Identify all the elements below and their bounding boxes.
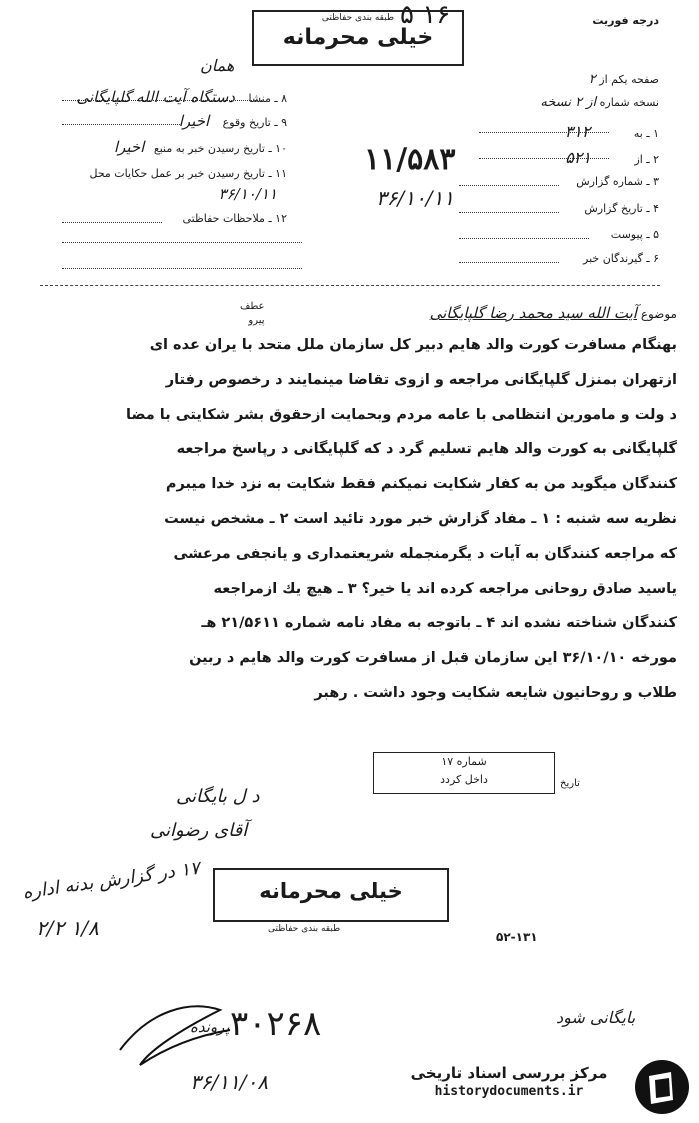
to-line (479, 132, 609, 133)
classification-stamp-bottom (213, 868, 449, 922)
archive-hand-prefix: بایگانی شود (556, 1008, 636, 1027)
header-divider (40, 285, 660, 286)
attachment-line (459, 238, 589, 239)
occurrence-line (62, 124, 182, 125)
report-date-field: ۴ ـ تاریخ گزارش (584, 202, 659, 215)
recipients-field: ۶ ـ گیرندگان خبر (583, 252, 659, 265)
blank-line-2 (62, 268, 302, 269)
hand-note-archive: د ل بایگانی (176, 786, 260, 807)
footer-org-name: مرکز بررسی اسناد تاریخی (410, 1064, 608, 1082)
body-line: یاسید صادق روحانی مراجعه کرده اند یا خیر؟ ۳ ـ هیچ یك ازمراجعه (213, 580, 677, 597)
subject-ref: عطف پیرو (240, 301, 265, 326)
body-line: طلاب و روحانیون شایعه شکایت وجود داشت . رهبر (314, 684, 677, 701)
protection-line (62, 222, 162, 223)
report-number-field: ۳ ـ شماره گزارش (576, 175, 659, 188)
classification-caption: طبقه بندی حفاظتی (321, 13, 395, 23)
to-field: ۱ ـ به ۳۱۲ (564, 122, 659, 141)
body-line: مورخه ۳۶/۱۰/۱۰ این سازمان قبل از مسافرت کورت والد هایم د ربین (189, 650, 677, 667)
local-date-field: ۱۱ ـ تاریخ رسیدن خبر بر عمل حکایات محل ۳۶/۱۰/۱۱ (89, 167, 287, 203)
body-line: کنندگان شناخته نشده اند ۴ ـ باتوجه به مفاد نامه شماره ۲۱/۵۶۱۱ هـ (201, 615, 677, 632)
received-date-label: تاریخ (560, 778, 580, 789)
footer-branding (389, 1064, 629, 1099)
signature-scribble (110, 990, 240, 1080)
body-line: بهنگام مسافرت کورت والد هایم دبیر کل سازمان ملل متحد با یران عده ای (149, 337, 677, 353)
degree-label: درجه فوریت (592, 14, 659, 27)
hand-note-name: آقای رضوانی (150, 820, 248, 841)
report-number-hand: ۱۱/۵۸۳ (364, 142, 456, 177)
archive-logo-icon (635, 1060, 689, 1114)
form-code: ۵۲-۱۳۱ (496, 930, 538, 944)
origin-field: ۸ ـ منشا دستگاه آیت الله گلپایگانی (76, 88, 287, 106)
report-date-line (459, 212, 559, 213)
attachment-field: ۵ ـ پیوست (610, 228, 659, 241)
archive-number: ۳۰۲۶۸ (230, 1004, 322, 1044)
body-line: که مراجعه کنندگان به آیات د یگرمنجمله شریعتمداری و یانجفی مرعشی (173, 545, 677, 562)
body-text (17, 328, 677, 711)
handwritten-top-note: همان (200, 56, 235, 75)
classification-stamp-top (252, 10, 464, 66)
classification-text-bottom: خیلی محرمانه (259, 879, 403, 903)
source-date-field: ۱۰ ـ تاریخ رسیدن خبر به منبع اخیرا (113, 138, 287, 156)
body-line: کنندگان میگوید من به کفار شکایت نمیکنم فقط شکایت به نزد خدا میبرم (165, 476, 677, 493)
recipients-line (459, 262, 559, 263)
classification-caption-bottom: طبقه بندی حفاظتی (268, 924, 341, 934)
body-line: گلپایگانی به کورت والد هایم تسلیم گرد د که گلپایگانی د رپاسخ مراجعه (176, 441, 677, 458)
body-line: د ولت و مامورین انتظامی با عامه مردم وبحمایت ازحقوق بشر شکایتی با مضا (126, 406, 677, 423)
occurrence-date-field: ۹ ـ تاریخ وقوع اخیرا (178, 112, 287, 130)
from-field: ۲ ـ از ۵۲۱ (565, 148, 659, 167)
from-line (479, 158, 609, 159)
report-number-line (459, 185, 559, 186)
archive-date-hand: ۳۶/۱۱/۰۸ (190, 1070, 268, 1094)
subject-line (430, 304, 677, 322)
hand-note-report: ۱۷ در گزارش بدنه اداره (21, 857, 201, 904)
archive-hand-mid: پرونده (190, 1018, 230, 1036)
protection-notes-field: ۱۲ ـ ملاحظات حفاظتی (182, 212, 287, 225)
page-field: صفحه یکم از ۲ (588, 72, 659, 87)
received-stamp-box: شماره ۱۷ داخل کردد (373, 752, 555, 794)
classification-text: خیلی محرمانه (282, 25, 434, 50)
handwritten-number: ۵ ۱۶ (400, 0, 451, 30)
origin-line (62, 100, 262, 101)
subject-value: آیت الله سید محمد رضا گلپایگانی (429, 304, 637, 322)
subject-label: موضوع (640, 307, 677, 321)
copy-field: نسخه شماره از ۲ نسخه (540, 95, 659, 110)
hand-note-date: ۲/۲ ۱/۸ (36, 916, 99, 940)
report-date-hand: ۳۶/۱۰/۱۱ (376, 186, 454, 210)
footer-url[interactable]: historydocuments.ir (434, 1084, 584, 1099)
blank-line-1 (62, 242, 302, 243)
body-line: ازتهران بمنزل گلپایگانی مراجعه و ازوی تقاضا مینمایند د رخصوص رفتار (165, 371, 677, 388)
body-line: نظریه سه شنبه : ۱ ـ مفاد گزارش خبر مورد تائید است ۲ ـ مشخص نیست (164, 510, 677, 527)
